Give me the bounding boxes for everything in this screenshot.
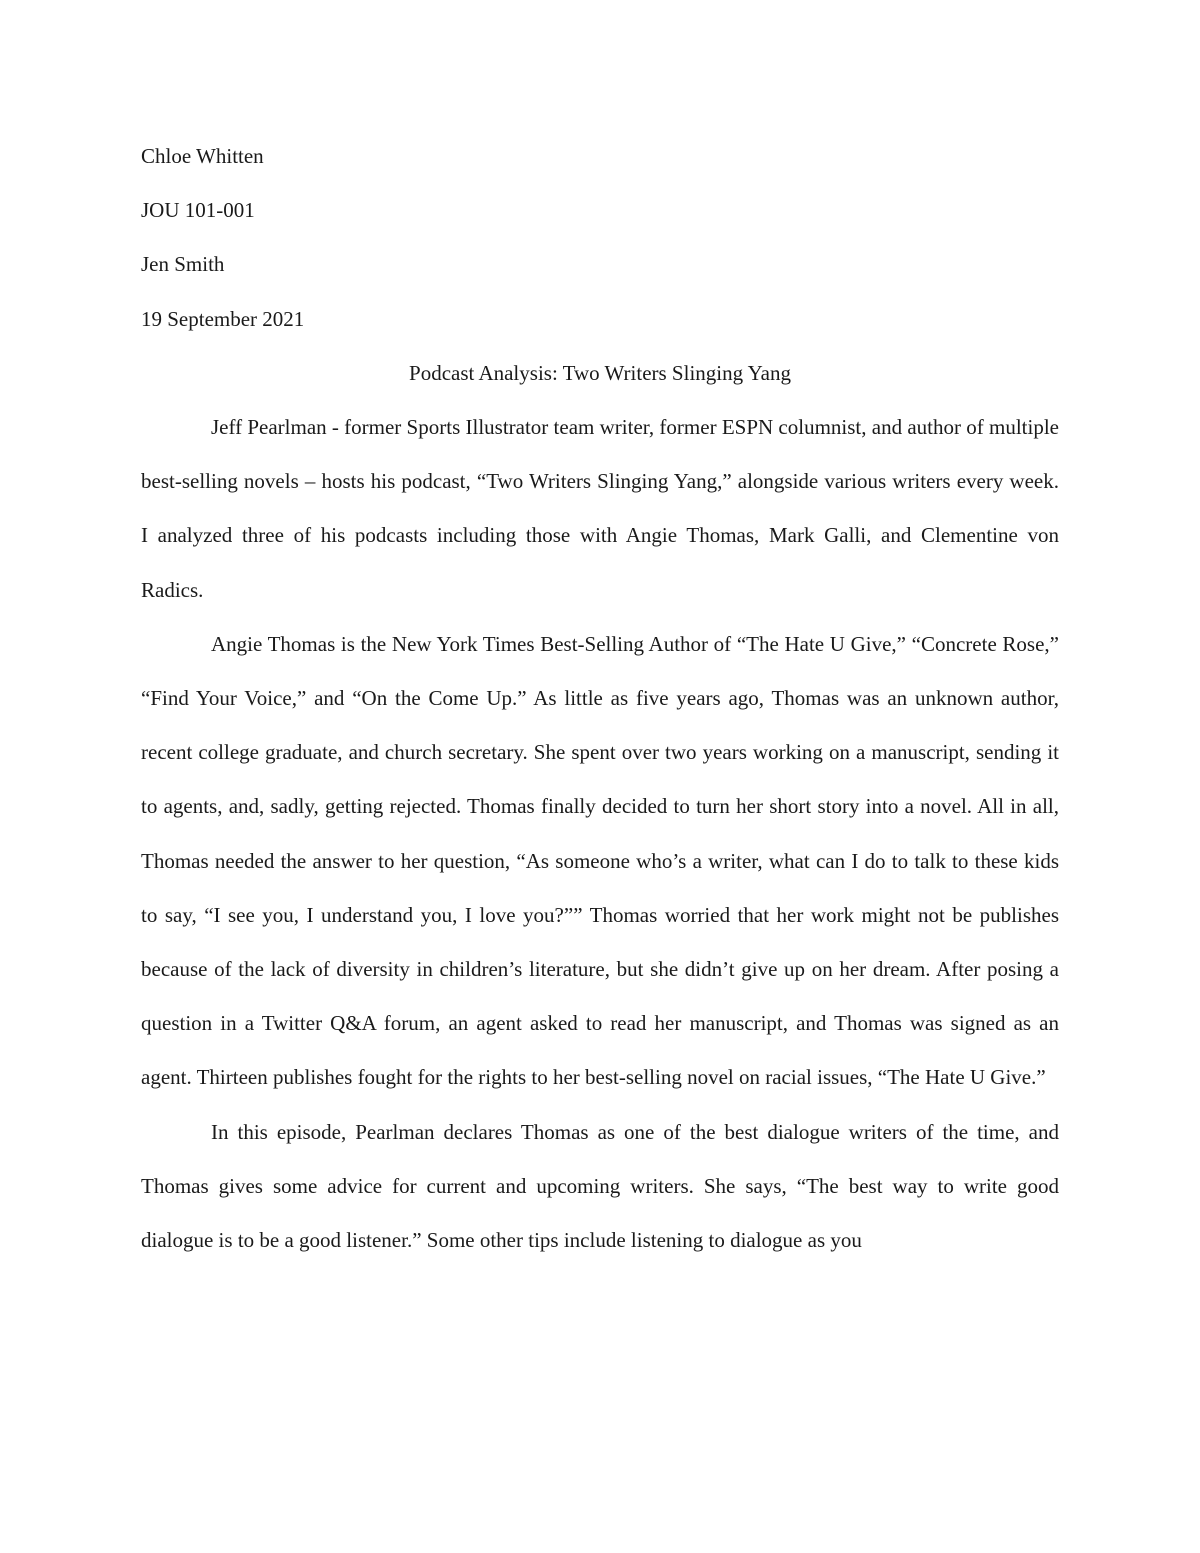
paragraph-angie-thomas: Angie Thomas is the New York Times Best-Selling Author of “The Hate U Give,” “Concrete Rose,” “Find Your Voice,” and “On the Come Up.” As little as five years ago, Thomas was an unknown author, recent college graduate, and church secretary. She spent over two years working on a manuscript, sending it to agents, and, sadly, getting rejected. Thomas finally decided to turn her short story into a novel. All in all, Thomas needed the answer to her question, “As someone who’s a writer, what can I do to talk to these kids to say, “I see you, I understand you, I love you?”” Thomas worried that her work might not be publishes because of the lack of diversity in children’s literature, but she didn’t give up on her dream. After posing a question in a Twitter Q&A forum, an agent asked to read her manuscript, and Thomas was signed as an agent. Thirteen publishes fought for the rights to her best-selling novel on racial issues, “The Hate U Give.” <box>141 631 1059 1090</box>
document-title: Podcast Analysis: Two Writers Slinging Yang <box>409 360 791 385</box>
paragraph-dialogue-advice: In this episode, Pearlman declares Thomas as one of the best dialogue writers of the time, and Thomas gives some advice for current and upcoming writers. She says, “The best way to write good dialogue is to be a good listener.” Some other tips include listening to dialogue as you <box>141 1119 1059 1253</box>
document-date: 19 September 2021 <box>141 306 305 331</box>
course-code: JOU 101-001 <box>141 198 255 223</box>
paragraph-intro: Jeff Pearlman - former Sports Illustrator team writer, former ESPN columnist, and author of multiple best-selling novels – hosts his podcast, “Two Writers Slinging Yang,” alongside various writers every week. I analyzed three of his podcasts including those with Angie Thomas, Mark Galli, and Clementine von Radics. <box>141 415 1059 602</box>
document-body <box>141 129 1059 1267</box>
author-name: Chloe Whitten <box>141 144 264 168</box>
instructor-name: Jen Smith <box>141 252 225 277</box>
